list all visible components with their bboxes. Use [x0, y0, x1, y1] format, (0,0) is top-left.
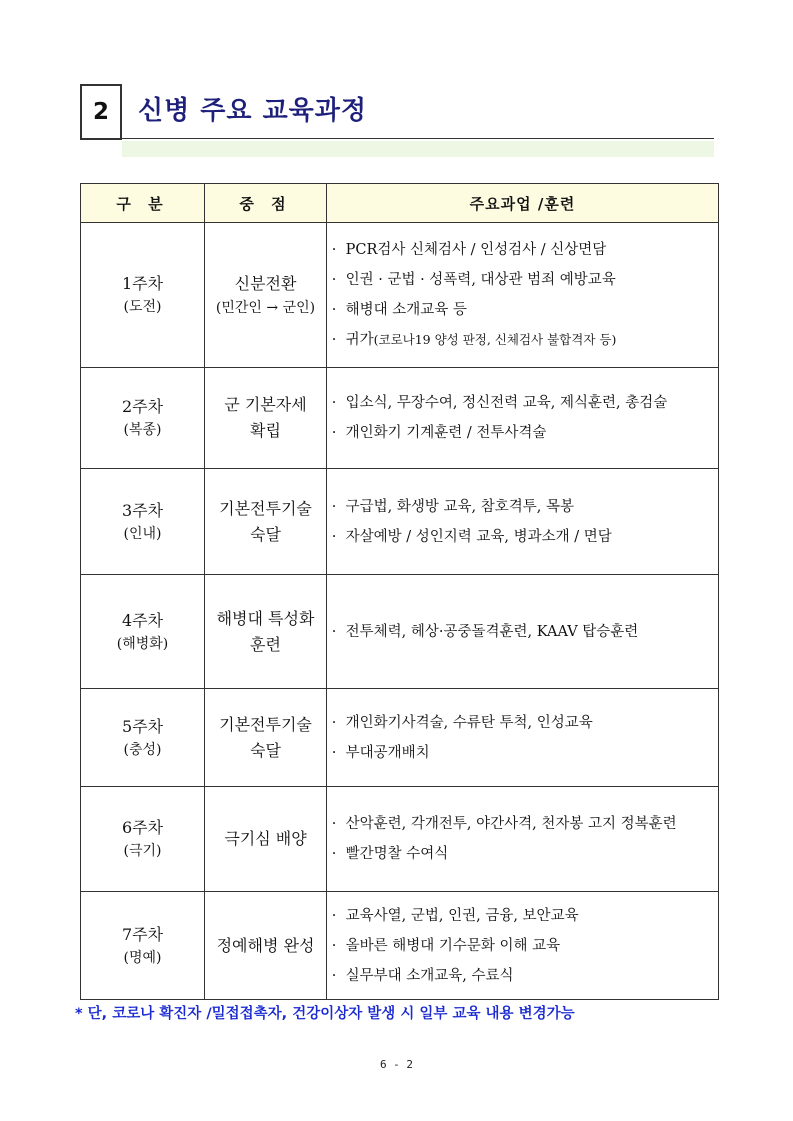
task-item — [327, 809, 718, 839]
focus-line: 해병대 특성화 — [216, 608, 315, 628]
focus-line: 훈련 — [250, 634, 281, 654]
table-row — [81, 892, 719, 1000]
week-label: 3주차 — [121, 500, 164, 520]
focus-line: 기본전투기술 — [219, 714, 312, 734]
focus-line: 정예해병 완성 — [216, 935, 315, 955]
focus-line: 신분전환 — [234, 274, 297, 293]
task-text: 실무부대 소개교육, 수료식 — [345, 967, 514, 984]
week-theme: (극기) — [123, 843, 162, 859]
task-text: 해병대 소개교육 등 — [345, 302, 467, 318]
week-theme: (인내) — [123, 525, 162, 542]
tasks-cell — [327, 689, 719, 787]
week-cell — [81, 575, 205, 689]
task-text: 귀가 — [345, 332, 374, 348]
task-item — [327, 961, 718, 991]
bullet-icon: · — [331, 816, 337, 832]
task-item — [327, 265, 718, 295]
task-text: 전투체력, 헤상·공중돌격훈련, KAAV 탑승훈련 — [345, 623, 639, 640]
task-item — [327, 235, 718, 265]
focus-cell — [205, 892, 327, 1000]
title-underline — [122, 138, 714, 139]
header-week: 구 분 — [81, 184, 205, 223]
bullet-icon: · — [331, 907, 337, 924]
table-row — [81, 469, 719, 575]
header-main-tasks: 주요과업 /훈련 — [327, 184, 719, 223]
focus-line: 기본전투기술 — [219, 498, 312, 518]
bullet-icon: · — [331, 623, 337, 640]
task-item — [327, 839, 718, 869]
week-label: 2주차 — [121, 397, 164, 416]
task-item — [327, 325, 718, 355]
task-text: 입소식, 무장수여, 정신전력 교육, 제식훈련, 총검술 — [345, 395, 668, 411]
section-title: 신병 주요 교육과정 — [138, 96, 368, 126]
task-text: 인권 · 군법 · 성폭력, 대상관 범죄 예방교육 — [345, 272, 616, 288]
week-cell — [81, 469, 205, 575]
week-theme: (충성) — [123, 741, 162, 758]
table-row — [81, 689, 719, 787]
focus-line: 극기심 배양 — [224, 829, 307, 848]
week-theme: (도전) — [123, 299, 162, 315]
week-cell — [81, 368, 205, 469]
bullet-icon: · — [331, 967, 337, 984]
tasks-cell — [327, 892, 719, 1000]
bullet-icon: · — [331, 332, 337, 348]
tasks-cell — [327, 787, 719, 892]
header-focus: 중 점 — [205, 184, 327, 223]
table-row — [81, 223, 719, 368]
task-text: 산악훈련, 각개전투, 야간사격, 천자봉 고지 정복훈련 — [345, 816, 677, 832]
week-label: 6주차 — [121, 818, 164, 837]
task-item — [327, 901, 718, 931]
week-theme: (복종) — [123, 422, 162, 438]
table-row — [81, 368, 719, 469]
bullet-icon: · — [331, 425, 337, 441]
task-item — [327, 617, 718, 647]
table-row — [81, 787, 719, 892]
focus-line: 숙달 — [250, 740, 281, 760]
task-item — [327, 522, 718, 552]
bullet-icon: · — [331, 937, 337, 954]
focus-subtitle: (민간인 → 군인) — [215, 300, 316, 316]
week-label: 7주차 — [121, 924, 164, 944]
focus-cell — [205, 223, 327, 368]
week-label: 1주차 — [121, 274, 164, 293]
task-item — [327, 418, 718, 448]
task-item — [327, 708, 718, 738]
task-item — [327, 295, 718, 325]
task-note: (코로나19 양성 판정, 신체검사 불합격자 등) — [373, 332, 617, 347]
task-item — [327, 931, 718, 961]
task-text: 개인화기사격술, 수류탄 투척, 인성교육 — [345, 714, 593, 731]
focus-cell — [205, 787, 327, 892]
bullet-icon: · — [331, 498, 337, 515]
week-cell — [81, 689, 205, 787]
week-cell — [81, 787, 205, 892]
tasks-cell — [327, 469, 719, 575]
tasks-cell — [327, 575, 719, 689]
week-theme: (해병화) — [116, 635, 169, 652]
tasks-cell — [327, 223, 719, 368]
week-label: 5주차 — [121, 716, 164, 736]
week-label: 4주차 — [121, 610, 164, 630]
table-row — [81, 575, 719, 689]
task-text: PCR검사 신체검사 / 인성검사 / 신상면담 — [345, 242, 607, 258]
bullet-icon: · — [331, 272, 337, 288]
section-divider — [120, 84, 122, 140]
section-number: 2 — [80, 84, 120, 140]
task-item — [327, 388, 718, 418]
focus-cell — [205, 575, 327, 689]
focus-line: 숙달 — [250, 524, 281, 544]
bullet-icon: · — [331, 395, 337, 411]
focus-cell — [205, 368, 327, 469]
footnote: * 단, 코로나 확진자 /밀접접촉자, 건강이상자 발생 시 일부 교육 내용 변경가능 — [75, 1006, 575, 1022]
bullet-icon: · — [331, 528, 337, 545]
week-cell — [81, 223, 205, 368]
task-text: 부대공개배치 — [345, 744, 430, 761]
bullet-icon: · — [331, 302, 337, 318]
task-text: 자살예방 / 성인지력 교육, 병과소개 / 면담 — [345, 528, 612, 545]
task-text: 빨간명찰 수여식 — [345, 846, 449, 862]
focus-line: 확립 — [250, 421, 281, 440]
task-item — [327, 492, 718, 522]
task-text: 교육사열, 군법, 인권, 금융, 보안교육 — [345, 907, 579, 924]
bullet-icon: · — [331, 744, 337, 761]
bullet-icon: · — [331, 242, 337, 258]
tasks-cell — [327, 368, 719, 469]
focus-cell — [205, 469, 327, 575]
curriculum-table — [80, 183, 719, 1000]
section-header — [80, 84, 714, 140]
focus-line: 군 기본자세 — [224, 395, 307, 414]
focus-cell — [205, 689, 327, 787]
task-text: 구급법, 화생방 교육, 참호격투, 목봉 — [345, 498, 574, 515]
task-item — [327, 738, 718, 768]
title-stripe — [122, 141, 714, 157]
page-number: 6 - 2 — [379, 1058, 414, 1071]
task-text: 개인화기 기계훈련 / 전투사격술 — [345, 425, 547, 441]
bullet-icon: · — [331, 714, 337, 731]
bullet-icon: · — [331, 846, 337, 862]
week-cell — [81, 892, 205, 1000]
task-text: 올바른 해병대 기수문화 이해 교육 — [345, 937, 561, 954]
table-header-row — [81, 184, 719, 223]
week-theme: (명예) — [123, 949, 162, 966]
